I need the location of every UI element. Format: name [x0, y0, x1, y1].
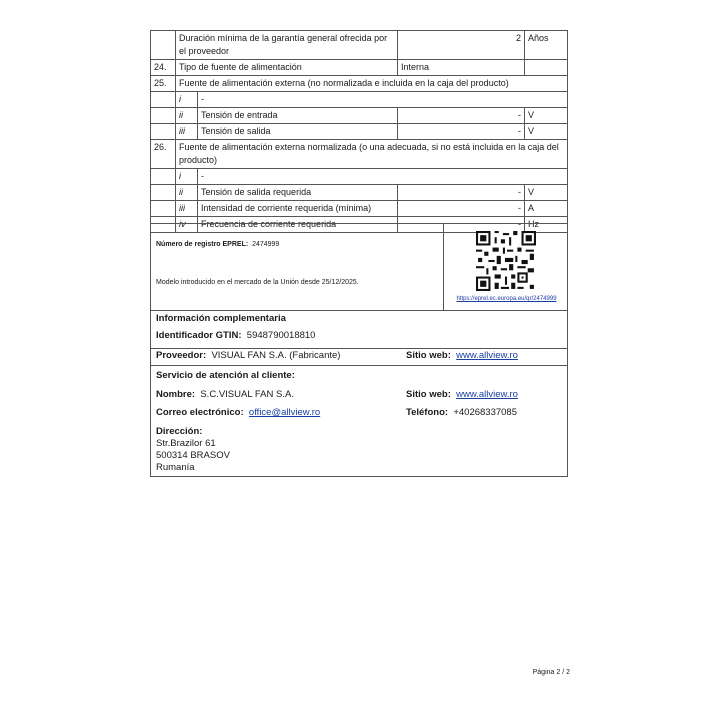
row-value: Interna [398, 60, 525, 76]
row-desc: Tipo de fuente de alimentación [176, 60, 398, 76]
row-unit [525, 60, 568, 76]
sub-value: - [398, 124, 525, 140]
row-num: 24. [151, 60, 176, 76]
gtin-label: Identificador GTIN: [156, 330, 242, 341]
sub-value: - [398, 217, 525, 233]
sub-unit: V [525, 124, 568, 140]
qr-cell [443, 224, 569, 310]
table-row [151, 60, 568, 76]
service-name-line [156, 389, 294, 400]
sub-desc: - [198, 169, 568, 185]
provider-web-label: Sitio web: [406, 350, 451, 361]
service-phone-line [406, 407, 517, 418]
sub-index: iii [176, 124, 198, 140]
sub-index: ii [176, 108, 198, 124]
eprel-label: Número de registro EPREL: [156, 241, 249, 248]
table-row [151, 124, 568, 140]
model-intro-text: Modelo introducido en el mercado de la Unión desde 25/12/2025. [156, 279, 359, 286]
sub-desc: Tensión de entrada [198, 108, 398, 124]
row-num: 26. [151, 140, 176, 169]
service-web-line [406, 389, 518, 400]
row-num [151, 31, 176, 60]
provider-web-line [406, 350, 518, 361]
provider-label: Proveedor: [156, 350, 207, 361]
address-line: 500314 BRASOV [156, 450, 230, 461]
service-name-value: S.C.VISUAL FAN S.A. [200, 389, 294, 400]
sub-desc: Intensidad de corriente requerida (mínima) [198, 201, 398, 217]
sub-index: iii [176, 201, 198, 217]
row-desc: Duración mínima de la garantía general ofrecida por el proveedor [176, 31, 398, 60]
service-email-label: Correo electrónico: [156, 407, 244, 418]
table-row [151, 201, 568, 217]
table-row [151, 140, 568, 169]
service-email-line [156, 407, 320, 418]
sub-unit: V [525, 108, 568, 124]
row-value: 2 [398, 31, 525, 60]
page-number: Página 2 / 2 [532, 669, 570, 676]
sub-value: - [398, 201, 525, 217]
table-row [151, 185, 568, 201]
eprel-section [151, 224, 567, 311]
gtin-value: 5948790018810 [246, 330, 316, 341]
sub-unit: V [525, 185, 568, 201]
row-desc: Fuente de alimentación externa normalizada (o una adecuada, si no está incluida en la caja del producto) [176, 140, 568, 169]
sub-index: ii [176, 185, 198, 201]
provider-line [156, 350, 340, 361]
service-phone-label: Teléfono: [406, 407, 449, 418]
service-phone-value: +40268337085 [453, 407, 517, 418]
sub-unit: A [525, 201, 568, 217]
sub-unit: Hz [525, 217, 568, 233]
eprel-registration [156, 241, 279, 248]
complementary-info-section [151, 310, 567, 349]
table-row [151, 31, 568, 60]
row-desc: Fuente de alimentación externa (no normalizada e incluida en la caja del producto) [176, 76, 568, 92]
row-num: 25. [151, 76, 176, 92]
provider-web-link[interactable]: www.allview.ro [456, 350, 518, 361]
sub-desc: - [198, 92, 568, 108]
sub-desc: Tensión de salida [198, 124, 398, 140]
sub-value: - [398, 108, 525, 124]
service-name-label: Nombre: [156, 389, 196, 400]
sub-index: i [176, 169, 198, 185]
sub-value: - [398, 185, 525, 201]
info-title: Información complementaria [156, 313, 286, 324]
sub-desc: Tensión de salida requerida [198, 185, 398, 201]
provider-section [151, 348, 567, 366]
table-row [151, 92, 568, 108]
row-unit: Años [525, 31, 568, 60]
service-title: Servicio de atención al cliente: [156, 370, 295, 381]
supplier-info-box [150, 223, 568, 477]
sub-desc: Frecuencia de corriente requerida [198, 217, 398, 233]
spec-table [150, 30, 568, 233]
qr-url-link[interactable]: https://eprel.ec.europa.eu/qr/2474999 [456, 296, 557, 302]
address-label: Dirección: [156, 426, 203, 437]
gtin-line [156, 330, 315, 341]
sub-index: iv [176, 217, 198, 233]
qr-code-icon[interactable] [476, 231, 536, 291]
address-line: Str.Brazilor 61 [156, 438, 216, 449]
sub-index: i [176, 92, 198, 108]
service-web-link[interactable]: www.allview.ro [456, 389, 518, 400]
table-row [151, 169, 568, 185]
table-row [151, 108, 568, 124]
address-line: Rumanía [156, 462, 195, 473]
service-email-link[interactable]: office@allview.ro [248, 407, 321, 418]
service-web-label: Sitio web: [406, 389, 451, 400]
provider-value: VISUAL FAN S.A. (Fabricante) [211, 350, 341, 361]
eprel-number: 2474999 [252, 241, 280, 248]
table-row [151, 76, 568, 92]
